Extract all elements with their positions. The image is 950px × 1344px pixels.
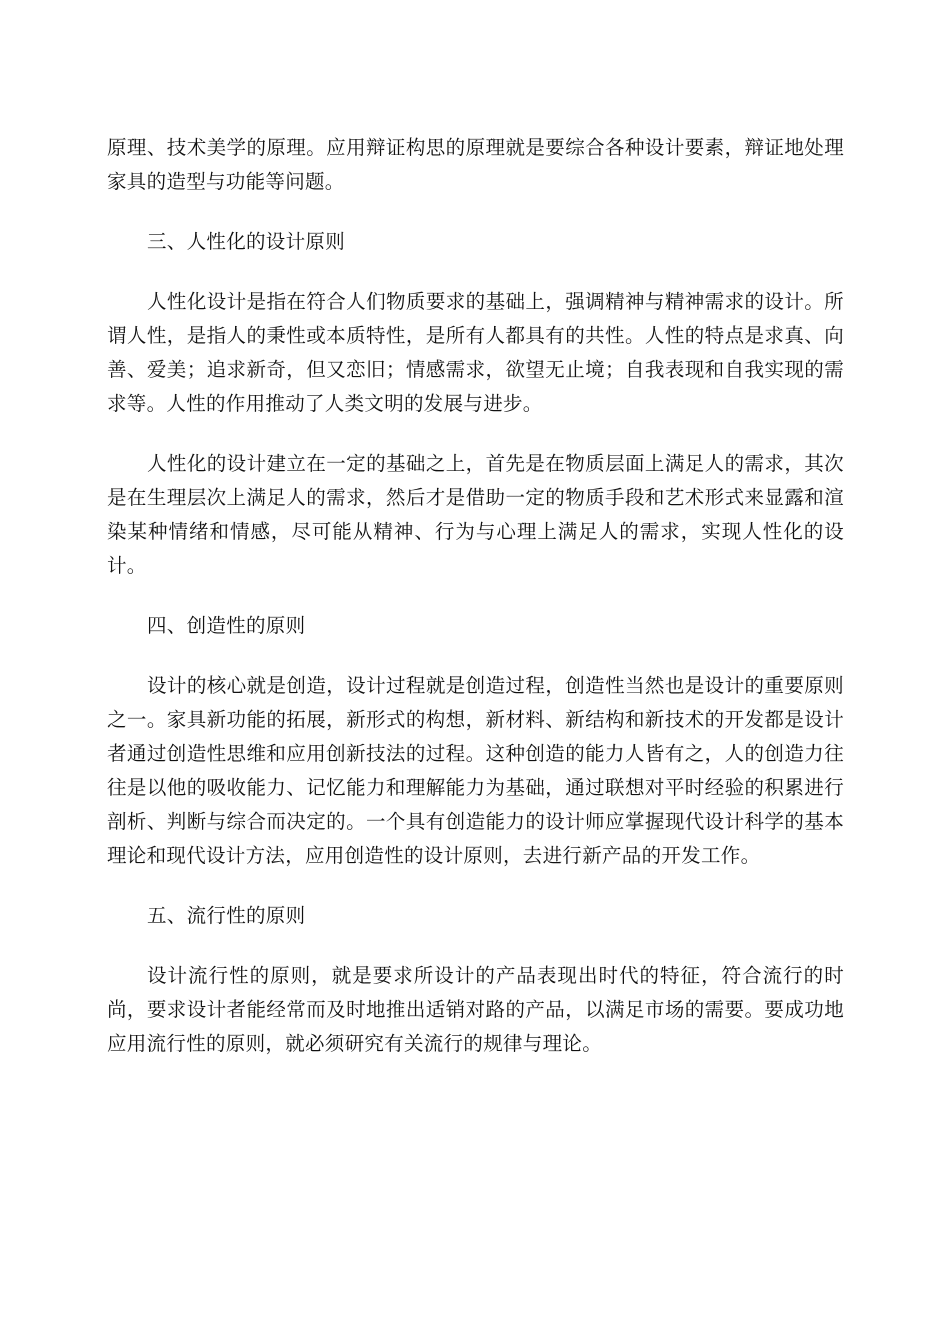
paragraph-gap bbox=[107, 259, 844, 285]
paragraph-gap bbox=[107, 583, 844, 609]
paragraph-design-principles-continued: 原理、技术美学的原理。应用辩证构思的原理就是要综合各种设计要素，辩证地处理家具的造型与功能等问题。 bbox=[107, 136, 844, 193]
section-heading-creativity: 四、创造性的原则 bbox=[147, 614, 306, 637]
paragraph-fashion: 设计流行性的原则，就是要求所设计的产品表现出时代的特征，符合流行的时尚，要求设计者能经常而及时地推出适销对路的产品，以满足市场的需要。要成功地应用流行性的原则，就必须研究有关流行的规律与理论。 bbox=[107, 964, 844, 1055]
paragraph-humanized-foundation: 人性化的设计建立在一定的基础之上，首先是在物质层面上满足人的需求，其次是在生理层次上满足人的需求，然后才是借助一定的物质手段和艺术形式来显露和渲染某种情绪和情感，尽可能从精神、行为与心理上满足人的需求，实现人性化的设计。 bbox=[107, 452, 844, 577]
paragraph-gap bbox=[107, 199, 844, 225]
section-heading-humanized-design: 三、人性化的设计原则 bbox=[147, 230, 346, 253]
paragraph-gap bbox=[107, 873, 844, 899]
paragraph-humanized-definition: 人性化设计是指在符合人们物质要求的基础上，强调精神与精神需求的设计。所谓人性，是指人的秉性或本质特性，是所有人都具有的共性。人性的特点是求真、向善、爱美；追求新奇，但又恋旧；情感需求，欲望无止境；自我表现和自我实现的需求等。人性的作用推动了人类文明的发展与进步。 bbox=[107, 290, 844, 415]
paragraph-creativity: 设计的核心就是创造，设计过程就是创造过程，创造性当然也是设计的重要原则之一。家具新功能的拓展，新形式的构想，新材料、新结构和新技术的开发都是设计者通过创造性思维和应用创新技法的过程。这种创造的能力人皆有之，人的创造力往往是以他的吸收能力、记忆能力和理解能力为基础，通过联想对平时经验的积累进行剖析、判断与综合而决定的。一个具有创造能力的设计师应掌握现代设计科学的基本理论和现代设计方法，应用创造性的设计原则，去进行新产品的开发工作。 bbox=[107, 674, 844, 867]
document-body bbox=[107, 131, 844, 1061]
paragraph-gap bbox=[107, 933, 844, 959]
paragraph-gap bbox=[107, 643, 844, 669]
section-heading-fashion: 五、流行性的原则 bbox=[147, 904, 306, 927]
paragraph-gap bbox=[107, 421, 844, 447]
